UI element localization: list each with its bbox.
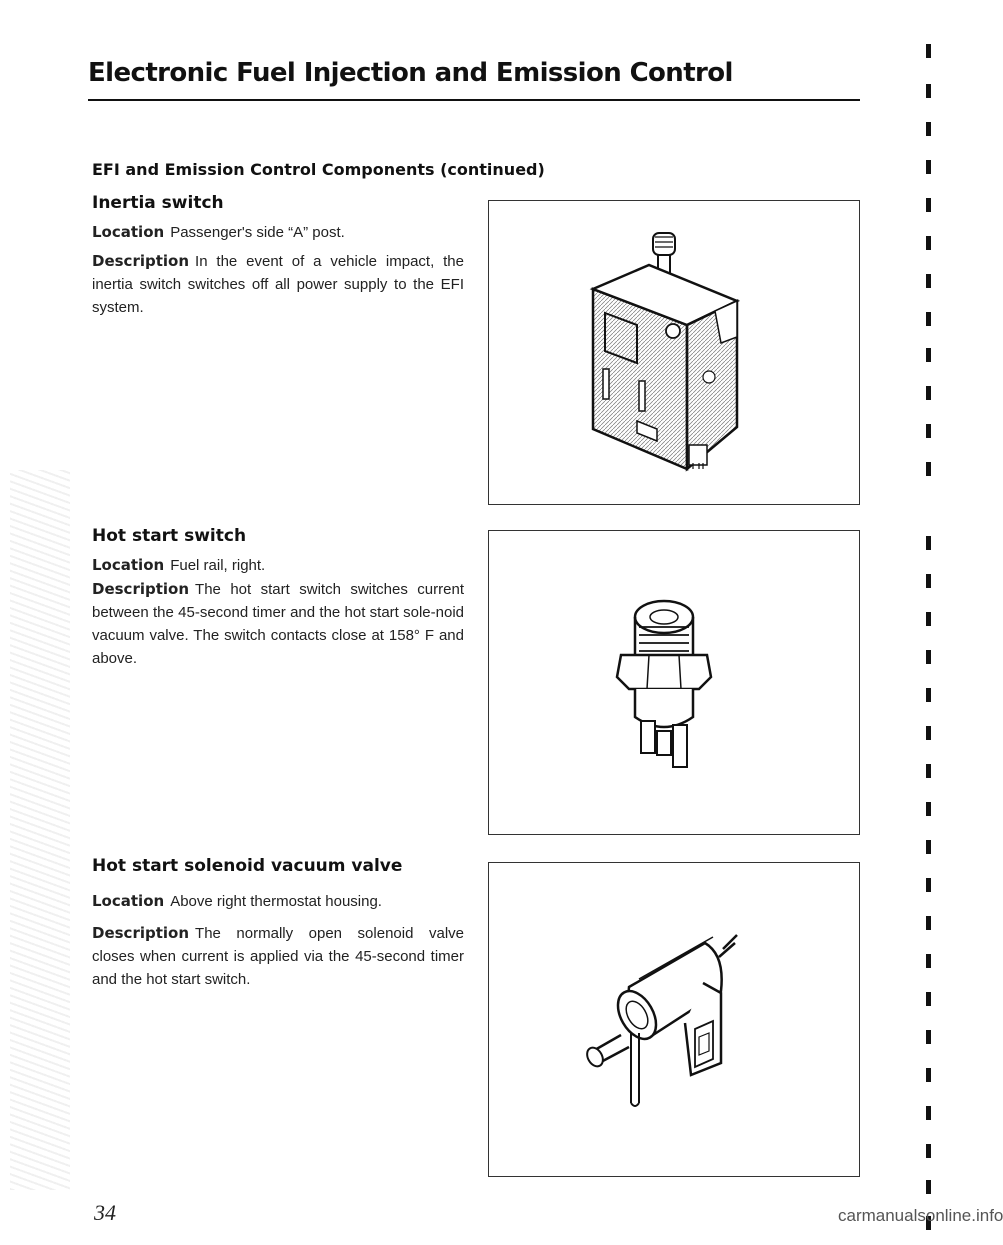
watermark-link[interactable]: carmanualsonline.info <box>838 1206 1003 1225</box>
location-label: Location <box>92 223 165 241</box>
inertia-switch-figure <box>488 200 860 505</box>
location-text: Above right thermostat housing. <box>170 893 382 910</box>
inertia-switch-location <box>92 221 464 244</box>
solenoid-valve-description <box>92 922 464 991</box>
solenoid-valve-location <box>92 890 464 913</box>
description-label: Description <box>92 252 190 270</box>
inertia-switch-description <box>92 250 464 319</box>
side-watermark-scribble <box>10 470 70 1190</box>
solenoid-valve-title: Hot start solenoid vacuum valve <box>92 856 403 876</box>
solenoid-valve-figure <box>488 862 860 1177</box>
page-number: 34 <box>94 1200 116 1225</box>
location-text: Passenger's side “A” post. <box>170 224 345 241</box>
description-text: The hot start switch switches current between the 45-second timer and the hot start sole-noid vacuum valve. The switch contacts close at 158° F and above. <box>92 581 464 667</box>
description-text: In the event of a vehicle impact, the inertia switch switches off all power supply to the EFI system. <box>92 253 464 316</box>
location-text: Fuel rail, right. <box>170 557 266 574</box>
description-text: The normally open solenoid valve closes when current is applied via the 45-second timer and the hot start switch. <box>92 925 464 988</box>
header-rule <box>88 99 860 101</box>
hot-start-switch-title: Hot start switch <box>92 526 247 546</box>
hot-start-switch-location <box>92 554 464 577</box>
location-label: Location <box>92 892 165 910</box>
page-header-title: Electronic Fuel Injection and Emission Control <box>88 58 733 88</box>
binding-marks <box>922 30 942 1240</box>
hot-start-switch-description <box>92 578 464 670</box>
description-label: Description <box>92 924 190 942</box>
section-heading: EFI and Emission Control Components (continued) <box>92 160 545 179</box>
location-label: Location <box>92 556 165 574</box>
hot-start-switch-figure <box>488 530 860 835</box>
description-label: Description <box>92 580 190 598</box>
inertia-switch-title: Inertia switch <box>92 193 224 213</box>
